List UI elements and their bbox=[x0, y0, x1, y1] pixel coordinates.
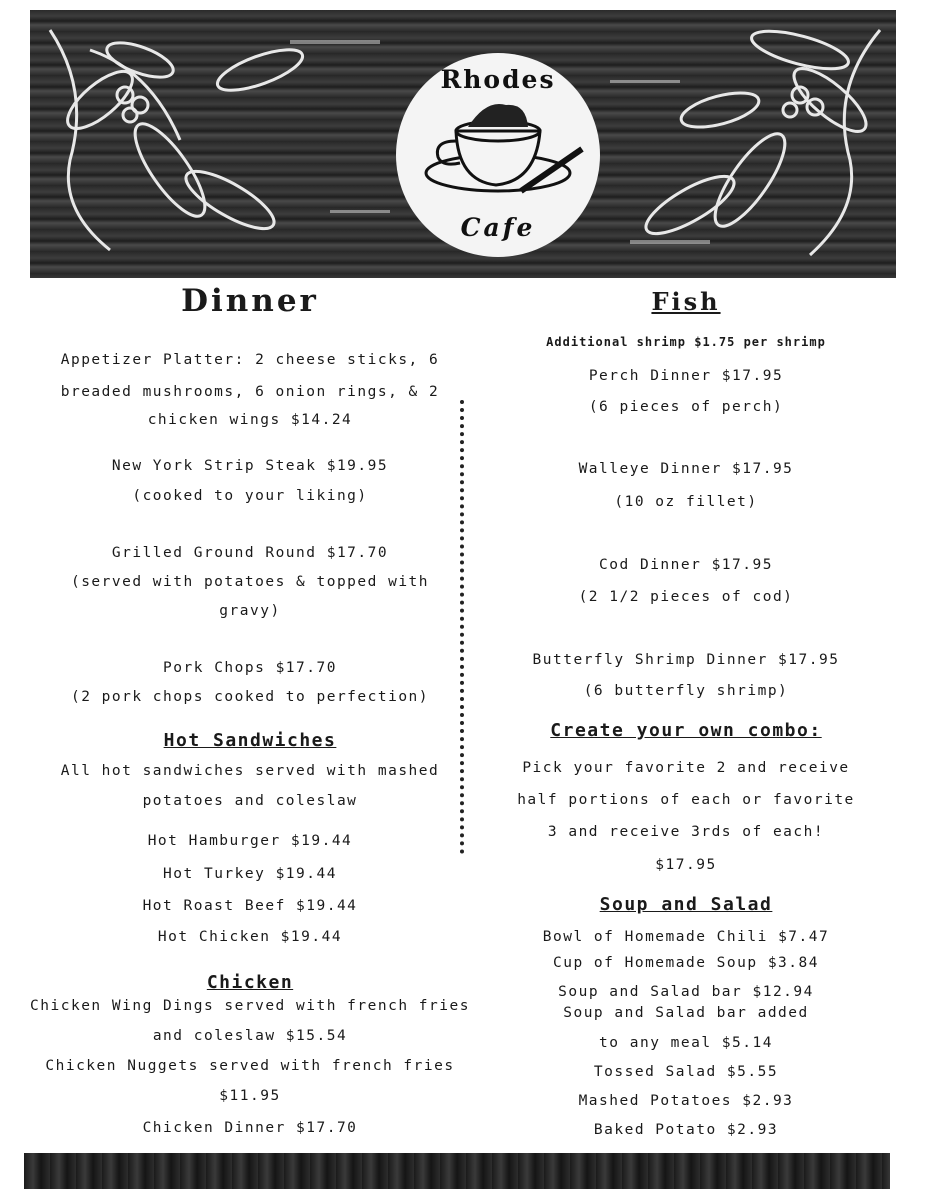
menu-line: Butterfly Shrimp Dinner $17.95 bbox=[532, 652, 840, 668]
menu-line: gravy) bbox=[219, 603, 281, 619]
menu-line: (10 oz fillet) bbox=[614, 494, 758, 510]
chicken-heading: Chicken bbox=[206, 972, 294, 993]
menu-line: Hot Chicken $19.44 bbox=[157, 929, 343, 945]
logo-title: Rhodes bbox=[440, 65, 556, 94]
menu-line: Perch Dinner $17.95 bbox=[588, 368, 784, 384]
soup-salad-heading: Soup and Salad bbox=[599, 894, 773, 915]
menu-line: $17.95 bbox=[655, 857, 717, 873]
dinner-heading: Dinner bbox=[181, 283, 319, 319]
menu-line: potatoes and coleslaw bbox=[142, 793, 358, 809]
menu-line: to any meal $5.14 bbox=[599, 1035, 773, 1051]
menu-line: Grilled Ground Round $17.70 bbox=[111, 545, 389, 561]
menu-line: (cooked to your liking) bbox=[132, 488, 368, 504]
menu-line: Appetizer Platter: 2 cheese sticks, 6 bbox=[60, 352, 440, 368]
combo-heading: Create your own combo: bbox=[550, 720, 822, 741]
menu-line: (served with potatoes & topped with bbox=[70, 574, 430, 590]
menu-line: Hot Hamburger $19.44 bbox=[147, 833, 353, 849]
header-banner bbox=[30, 10, 896, 278]
menu-line: and coleslaw $15.54 bbox=[152, 1028, 348, 1044]
menu-line: Cod Dinner $17.95 bbox=[599, 557, 773, 573]
menu-line: Tossed Salad $5.55 bbox=[593, 1064, 779, 1080]
menu-line: Pick your favorite 2 and receive bbox=[522, 760, 850, 776]
menu-line: Bowl of Homemade Chili $7.47 bbox=[542, 929, 830, 945]
menu-line: $11.95 bbox=[219, 1088, 281, 1104]
menu-line: Hot Turkey $19.44 bbox=[163, 866, 337, 882]
shrimp-note: Additional shrimp $1.75 per shrimp bbox=[546, 335, 826, 349]
hot-sandwiches-heading: Hot Sandwiches bbox=[163, 730, 337, 751]
fish-heading: Fish bbox=[651, 287, 721, 316]
menu-line: breaded mushrooms, 6 onion rings, & 2 bbox=[60, 384, 440, 400]
menu-line: Chicken Dinner $17.70 bbox=[142, 1120, 358, 1136]
footer-bar bbox=[24, 1153, 890, 1189]
menu-line: (2 1/2 pieces of cod) bbox=[578, 589, 794, 605]
menu-line: (6 butterfly shrimp) bbox=[583, 683, 789, 699]
menu-line: Baked Potato $2.93 bbox=[593, 1122, 779, 1138]
menu-line: Mashed Potatoes $2.93 bbox=[578, 1093, 794, 1109]
menu-line: 3 and receive 3rds of each! bbox=[547, 824, 825, 840]
menu-line: Hot Roast Beef $19.44 bbox=[142, 898, 358, 914]
menu-line: New York Strip Steak $19.95 bbox=[111, 458, 389, 474]
menu-line: Soup and Salad bar $12.94 bbox=[558, 984, 814, 1000]
menu-line: (2 pork chops cooked to perfection) bbox=[70, 689, 430, 705]
logo-subtitle: Cafe bbox=[460, 213, 536, 242]
menu-line: Soup and Salad bar added bbox=[563, 1005, 809, 1021]
cafe-logo bbox=[396, 53, 600, 257]
menu-line: (6 pieces of perch) bbox=[588, 399, 784, 415]
column-divider bbox=[460, 400, 464, 854]
menu-line: All hot sandwiches served with mashed bbox=[60, 763, 440, 779]
menu-line: Walleye Dinner $17.95 bbox=[578, 461, 794, 477]
menu-line: Pork Chops $17.70 bbox=[163, 660, 337, 676]
menu-line: half portions of each or favorite bbox=[517, 792, 855, 808]
menu-line: Cup of Homemade Soup $3.84 bbox=[553, 955, 819, 971]
menu-line: Chicken Wing Dings served with french fries bbox=[30, 998, 470, 1014]
menu-line: chicken wings $14.24 bbox=[147, 412, 353, 428]
menu-line: Chicken Nuggets served with french fries bbox=[45, 1058, 455, 1074]
